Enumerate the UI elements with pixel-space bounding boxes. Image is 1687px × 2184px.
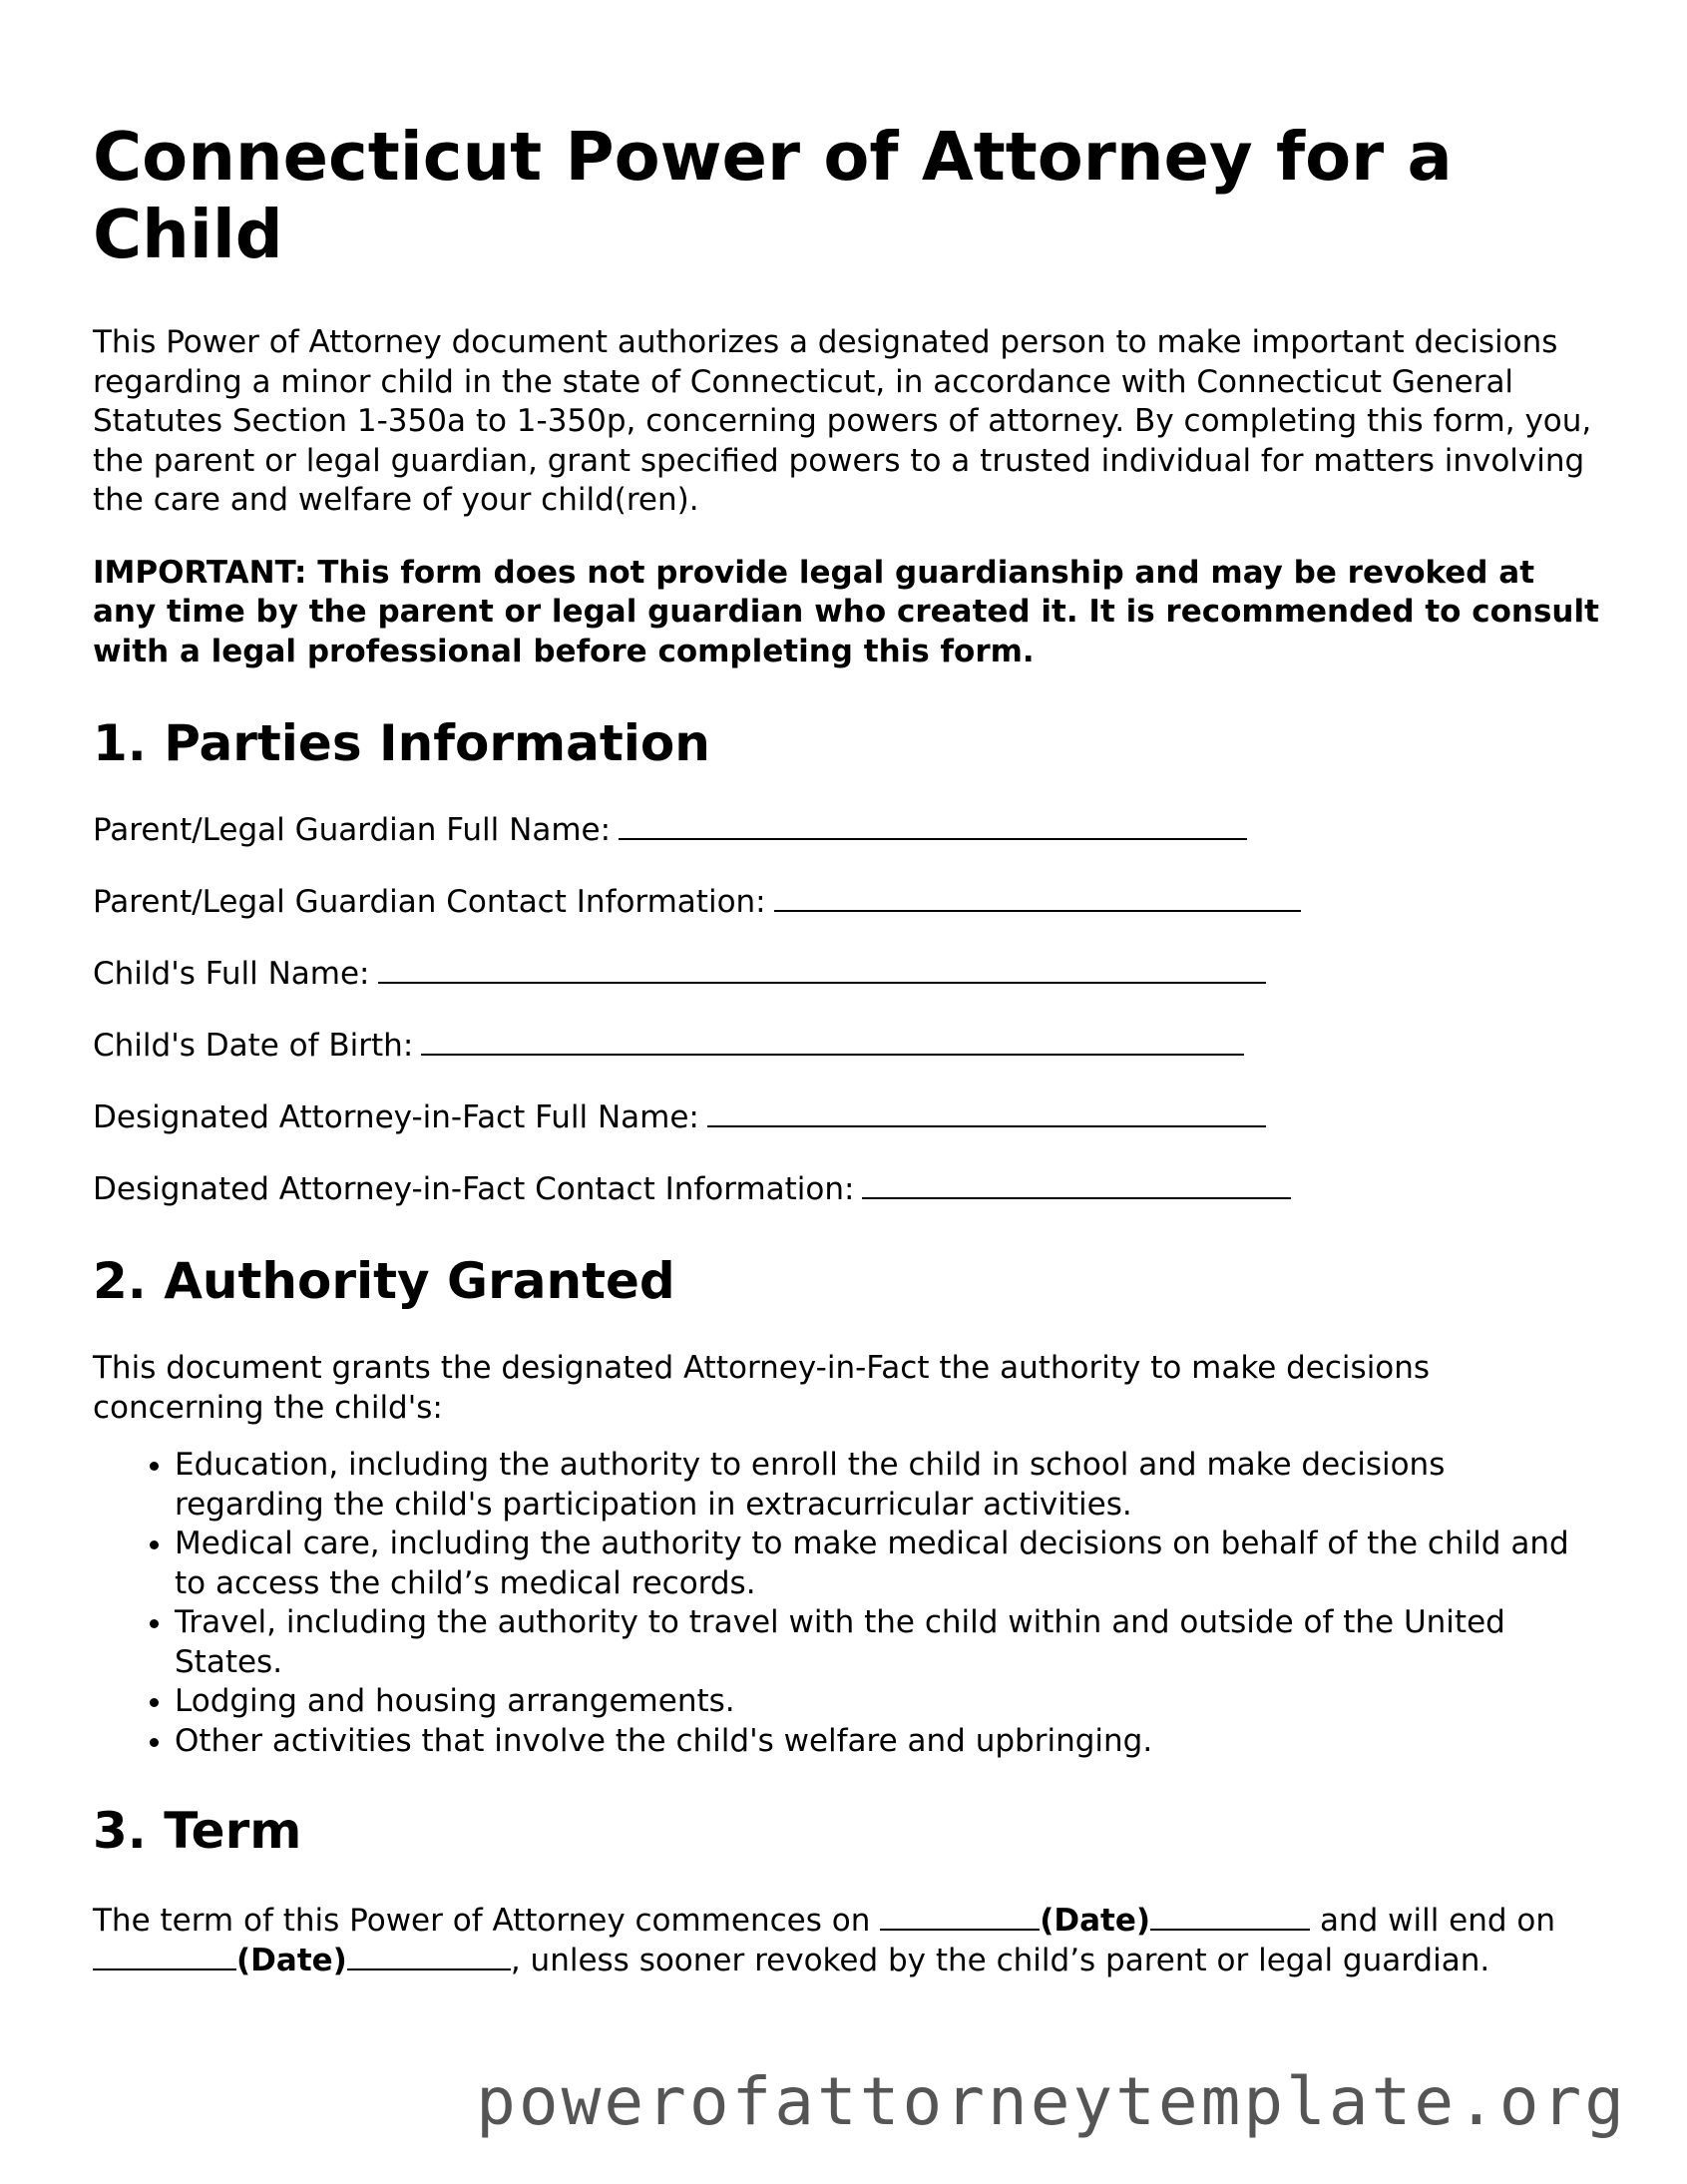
attorney-name-field [93,1098,1599,1137]
attorney-contact-blank[interactable] [862,1177,1291,1199]
attorney-contact-field [93,1170,1599,1209]
watermark: powerofattorneytemplate.org [476,2063,1627,2140]
child-dob-blank[interactable] [421,1034,1244,1056]
parent-name-blank[interactable] [619,818,1247,840]
term-paragraph [93,1901,1599,1980]
child-name-field [93,955,1599,994]
child-dob-field [93,1027,1599,1066]
list-item: • Medical care, including the authority to make medical decisions on behalf of the child and to access the child’s medical records. [175,1525,1599,1603]
end-date-label: (Date) [236,1943,347,1978]
end-date-blank-right[interactable] [347,1949,511,1970]
parent-name-field [93,811,1599,850]
document-page [93,118,1599,1980]
end-date-blank-left[interactable] [93,1949,236,1970]
list-item: • Lodging and housing arrangements. [175,1682,1599,1722]
attorney-name-blank[interactable] [707,1105,1266,1127]
section-heading-parties: 1. Parties Information [93,714,710,772]
start-date-blank-left[interactable] [880,1909,1040,1931]
section-heading-term: 3. Term [93,1802,302,1860]
authority-list [93,1446,1599,1761]
list-item: • Other activities that involve the child's welfare and upbringing. [175,1722,1599,1762]
document-title: Connecticut Power of Attorney for a Child [93,118,1453,273]
term-text-start: The term of this Power of Attorney commences on [93,1903,871,1939]
important-notice: IMPORTANT: This form does not provide legal guardianship and may be revoked at any time by the parent or legal guardian who created it. It is recommended to consult with a legal professional before completing this form. [93,554,1599,669]
field-label: Child's Date of Birth: [93,1028,414,1064]
term-text-end: , unless sooner revoked by the child’s parent or legal guardian. [510,1943,1490,1978]
term-text-mid: and will end on [1319,1903,1556,1939]
parent-contact-blank[interactable] [774,890,1301,912]
list-item: • Education, including the authority to enroll the child in school and make decisions regarding the child's participation in extracurricular activities. [175,1446,1599,1525]
field-label: Designated Attorney-in-Fact Contact Information: [93,1171,855,1207]
parent-contact-field [93,883,1599,922]
section-heading-authority: 2. Authority Granted [93,1252,675,1310]
start-date-blank-right[interactable] [1150,1909,1310,1931]
parties-fields [93,811,1599,1209]
authority-intro: This document grants the designated Attorney-in-Fact the authority to make decisions concerning the child's: [93,1350,1431,1426]
child-name-blank[interactable] [378,962,1266,984]
field-label: Parent/Legal Guardian Contact Information: [93,884,766,920]
list-item: • Travel, including the authority to travel with the child within and outside of the United States. [175,1603,1599,1682]
field-label: Designated Attorney-in-Fact Full Name: [93,1099,699,1135]
start-date-label: (Date) [1040,1903,1151,1939]
intro-paragraph: This Power of Attorney document authorizes a designated person to make important decisions regarding a minor child in the state of Connecticut, in accordance with Connecticut General Statutes Section 1-350a to 1-350p, concerning powers of attorney. By completing this form, you, the parent or legal guardian, grant specified powers to a trusted individual for matters involving the care and welfare of your child(ren). [93,324,1592,518]
field-label: Parent/Legal Guardian Full Name: [93,812,612,848]
field-label: Child's Full Name: [93,956,370,992]
